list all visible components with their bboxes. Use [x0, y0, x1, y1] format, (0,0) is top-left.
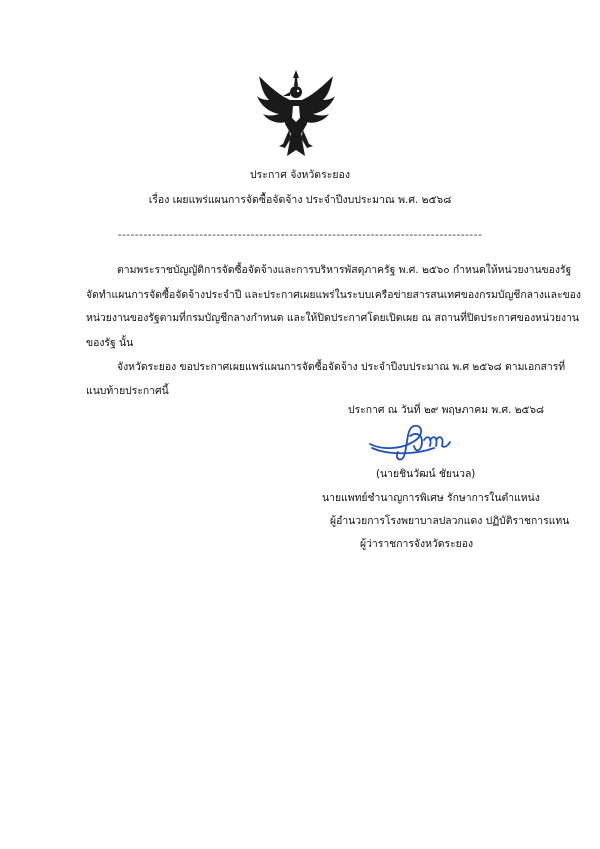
signer-position: ผู้อำนวยการโรงพยาบาลปลวกแดง ปฏิบัติราชการแทน: [330, 515, 570, 527]
separator-line: -------------------------------------------------------------------------------------: [117, 229, 483, 241]
body-line: ของรัฐ นั้น: [86, 337, 134, 349]
signer-position: นายแพทย์ชำนาญการพิเศษ รักษาการในตำแหน่ง: [322, 492, 540, 504]
signer-name: (นายชินวัฒน์ ชัยนวล): [376, 468, 476, 480]
body-line: จังหวัดระยอง ขอประกาศเผยแพร่แผนการจัดซื้อจัดจ้าง ประจำปีงบประมาณ พ.ศ ๒๕๖๘ ตามเอกสารที่: [117, 361, 566, 373]
body-line: จัดทำแผนการจัดซื้อจัดจ้างประจำปี และประกาศเผยแพร่ในระบบเครือข่ายสารสนเทศของกรมบัญชีกลางและของ: [86, 289, 581, 301]
body-line: แนบท้ายประกาศนี้: [86, 385, 169, 397]
body-line: ตามพระราชบัญญัติการจัดซื้อจัดจ้างและการบริหารพัสดุภาครัฐ พ.ศ. ๒๕๖๐ กำหนดให้หน่วยงานของรัฐ: [117, 264, 572, 276]
announcement-date: ประกาศ ณ วันที่ ๒๙ พฤษภาคม พ.ศ. ๒๕๖๘: [348, 404, 545, 416]
announcement-title: ประกาศ จังหวัดระยอง: [250, 169, 350, 181]
announcement-subject: เรื่อง เผยแพร่แผนการจัดซื้อจัดจ้าง ประจำปีงบประมาณ พ.ศ. ๒๕๖๘: [148, 194, 452, 206]
body-line: หน่วยงานของรัฐตามที่กรมบัญชีกลางกำหนด และให้ปิดประกาศโดยเปิดเผย ณ สถานที่ปิดประกาศของหน่วยงาน: [86, 312, 580, 324]
signer-position: ผู้ว่าราชการจังหวัดระยอง: [360, 538, 474, 550]
signature-icon: [364, 416, 464, 464]
garuda-emblem-icon: [255, 68, 337, 160]
